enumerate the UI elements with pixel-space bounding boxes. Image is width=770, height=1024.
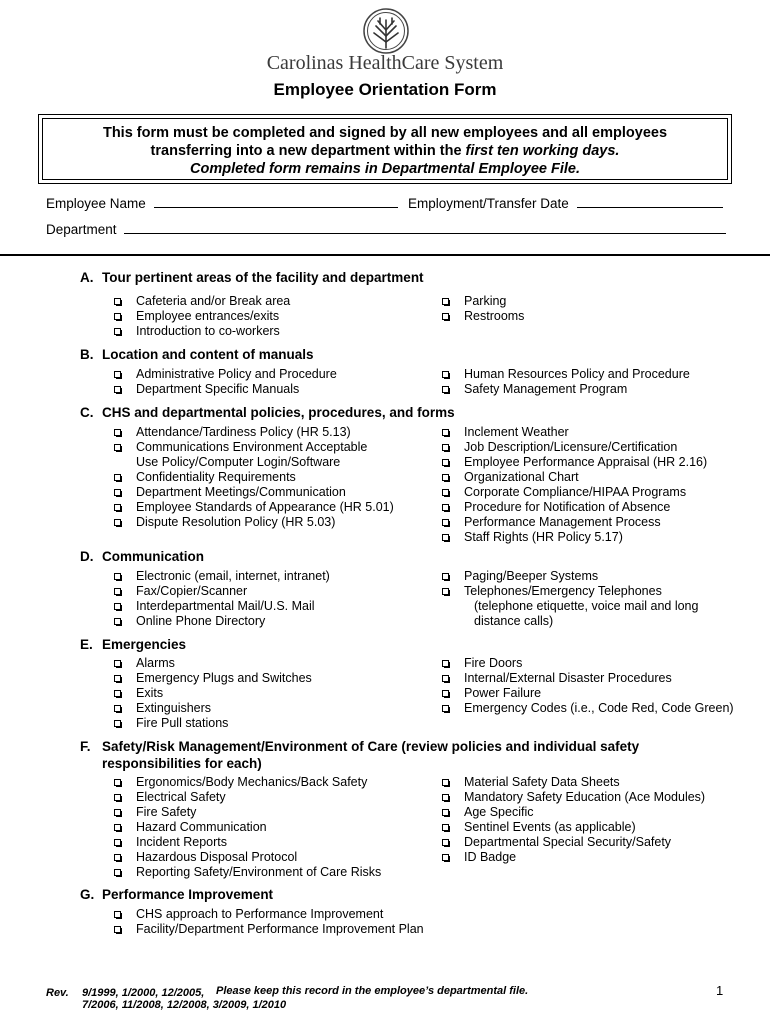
section-a-heading: A. Tour pertinent areas of the facility and department — [80, 270, 424, 285]
checklist-item[interactable]: Confidentiality Requirements — [110, 470, 394, 485]
checklist-item[interactable]: Employee Performance Appraisal (HR 2.16) — [438, 455, 707, 470]
checklist-item[interactable]: Age Specific — [438, 805, 705, 820]
checklist-item[interactable]: Alarms — [110, 656, 312, 671]
section-d-heading: D. Communication — [80, 549, 205, 564]
checklist-item[interactable]: Incident Reports — [110, 835, 381, 850]
checklist-item-continuation: Use Policy/Computer Login/Software — [136, 455, 341, 469]
section-d-left — [110, 569, 330, 629]
checkbox-icon[interactable] — [114, 504, 121, 511]
checklist-item[interactable]: Exits — [110, 686, 312, 701]
revision-label: Rev. — [46, 987, 69, 999]
checklist-item[interactable]: Employee entrances/exits — [110, 309, 290, 324]
checkbox-icon[interactable] — [442, 519, 449, 526]
checkbox-icon[interactable] — [442, 489, 449, 496]
checklist-item[interactable]: Administrative Policy and Procedure — [110, 367, 337, 382]
checkbox-icon[interactable] — [442, 690, 449, 697]
section-b-left — [110, 367, 337, 397]
checkbox-icon[interactable] — [114, 926, 121, 933]
checklist-item[interactable]: Paging/Beeper Systems — [438, 569, 698, 584]
revision-dates-line-2: 7/2006, 11/2008, 12/2008, 3/2009, 1/2010 — [82, 999, 287, 1011]
section-d-right — [438, 569, 698, 629]
section-e-right — [438, 656, 734, 716]
checkbox-icon[interactable] — [442, 386, 449, 393]
checkbox-icon[interactable] — [442, 474, 449, 481]
section-f-right — [438, 775, 705, 865]
notice-line-3: Completed form remains in Departmental Employee File. — [190, 161, 580, 177]
checkbox-icon[interactable] — [114, 869, 121, 876]
checklist-item[interactable]: Safety Management Program — [438, 382, 690, 397]
checklist-item[interactable]: Corporate Compliance/HIPAA Programs — [438, 485, 707, 500]
checklist-item-continuation: (telephone etiquette, voice mail and long — [474, 599, 699, 613]
section-c-right — [438, 425, 707, 545]
checklist-item[interactable]: Inclement Weather — [438, 425, 707, 440]
checklist-item[interactable]: Reporting Safety/Environment of Care Risks — [110, 865, 381, 880]
checkbox-icon[interactable] — [114, 313, 121, 320]
checkbox-icon[interactable] — [442, 660, 449, 667]
checkbox-icon[interactable] — [114, 690, 121, 697]
checklist-item[interactable]: Department Specific Manuals — [110, 382, 337, 397]
footer-note: Please keep this record in the employee’s departmental file. — [216, 985, 529, 997]
section-c-heading: C. CHS and departmental policies, procedures, and forms — [80, 405, 455, 420]
checklist-item-continuation: distance calls) — [474, 614, 554, 628]
checklist-item[interactable]: Human Resources Policy and Procedure — [438, 367, 690, 382]
checkbox-icon[interactable] — [114, 854, 121, 861]
section-f-heading-cont: responsibilities for each) — [102, 756, 262, 771]
checklist-item[interactable]: Fire Pull stations — [110, 716, 312, 731]
checklist-item[interactable]: Organizational Chart — [438, 470, 707, 485]
checklist-item[interactable]: Fire Doors — [438, 656, 734, 671]
checkbox-icon[interactable] — [114, 298, 121, 305]
checkbox-icon[interactable] — [114, 824, 121, 831]
checkbox-icon[interactable] — [114, 779, 121, 786]
notice-line-2: transferring into a new department within the first ten working days. — [150, 143, 620, 159]
department-field[interactable] — [46, 221, 726, 237]
employment-date-field[interactable] — [408, 195, 723, 211]
tree-logo-icon — [362, 6, 410, 56]
checklist-item[interactable]: Restrooms — [438, 309, 524, 324]
checkbox-icon[interactable] — [442, 444, 449, 451]
checkbox-icon[interactable] — [442, 854, 449, 861]
checkbox-icon[interactable] — [442, 429, 449, 436]
checklist-item[interactable]: Staff Rights (HR Policy 5.17) — [438, 530, 707, 545]
checklist-item[interactable]: Fax/Copier/Scanner — [110, 584, 330, 599]
employment-date-line[interactable] — [577, 195, 723, 208]
checkbox-icon[interactable] — [114, 705, 121, 712]
employee-name-line[interactable] — [154, 195, 398, 208]
checklist-item[interactable]: Employee Standards of Appearance (HR 5.01) — [110, 500, 394, 515]
department-line[interactable] — [124, 221, 726, 234]
page-number: 1 — [716, 983, 724, 998]
checkbox-icon[interactable] — [442, 313, 449, 320]
checkbox-icon[interactable] — [442, 504, 449, 511]
checklist-item[interactable]: Job Description/Licensure/Certification — [438, 440, 707, 455]
checklist-item[interactable]: Mandatory Safety Education (Ace Modules) — [438, 790, 705, 805]
employee-name-label: Employee Name — [46, 196, 146, 211]
section-e-heading: E. Emergencies — [80, 637, 187, 652]
checkbox-icon[interactable] — [114, 386, 121, 393]
checklist-item[interactable]: Emergency Plugs and Switches — [110, 671, 312, 686]
checkbox-icon[interactable] — [114, 489, 121, 496]
checklist-item[interactable]: Internal/External Disaster Procedures — [438, 671, 734, 686]
checkbox-icon[interactable] — [114, 603, 121, 610]
checklist-item[interactable]: Extinguishers — [110, 701, 312, 716]
checkbox-icon[interactable] — [114, 618, 121, 625]
checklist-item[interactable]: Fire Safety — [110, 805, 381, 820]
section-b-heading: B. Location and content of manuals — [80, 347, 314, 362]
checkbox-icon[interactable] — [442, 588, 449, 595]
section-f-heading: F. Safety/Risk Management/Environment of Care (review policies and individual safety — [80, 739, 640, 754]
checkbox-icon[interactable] — [114, 675, 121, 682]
checkbox-icon[interactable] — [442, 371, 449, 378]
section-c-left — [110, 425, 394, 530]
checklist-item[interactable]: Departmental Special Security/Safety — [438, 835, 705, 850]
section-a-right — [438, 294, 524, 324]
checkbox-icon[interactable] — [114, 839, 121, 846]
checklist-item[interactable]: Performance Management Process — [438, 515, 707, 530]
checkbox-icon[interactable] — [442, 705, 449, 712]
employee-name-field[interactable] — [46, 195, 398, 211]
checklist-item[interactable]: Ergonomics/Body Mechanics/Back Safety — [110, 775, 381, 790]
checklist-item[interactable]: Introduction to co-workers — [110, 324, 290, 339]
checklist-item[interactable]: Cafeteria and/or Break area — [110, 294, 290, 309]
section-f-left — [110, 775, 381, 880]
section-g-heading: G. Performance Improvement — [80, 887, 274, 902]
checklist-item[interactable]: Communications Environment Acceptable — [110, 440, 394, 455]
checklist-item[interactable]: Dispute Resolution Policy (HR 5.03) — [110, 515, 394, 530]
section-a-left — [110, 294, 290, 339]
checkbox-icon[interactable] — [442, 534, 449, 541]
checkbox-icon[interactable] — [114, 474, 121, 481]
checkbox-icon[interactable] — [114, 444, 121, 451]
checkbox-icon[interactable] — [114, 809, 121, 816]
checklist-item[interactable]: Hazard Communication — [110, 820, 381, 835]
checklist-item[interactable]: Attendance/Tardiness Policy (HR 5.13) — [110, 425, 394, 440]
organization-name: Carolinas HealthCare System — [266, 52, 504, 74]
checkbox-icon[interactable] — [114, 328, 121, 335]
checkbox-icon[interactable] — [442, 809, 449, 816]
checklist-item[interactable]: ID Badge — [438, 850, 705, 865]
checklist-item[interactable]: Procedure for Notification of Absence — [438, 500, 707, 515]
checkbox-icon[interactable] — [442, 824, 449, 831]
checkbox-icon[interactable] — [442, 573, 449, 580]
checklist-item[interactable]: Telephones/Emergency Telephones — [438, 584, 698, 599]
checklist-item[interactable]: Electrical Safety — [110, 790, 381, 805]
checkbox-icon[interactable] — [114, 794, 121, 801]
checklist-item[interactable]: Hazardous Disposal Protocol — [110, 850, 381, 865]
checklist-item[interactable]: Facility/Department Performance Improvement Plan — [110, 922, 424, 937]
checklist-item[interactable]: Online Phone Directory — [110, 614, 330, 629]
form-title: Employee Orientation Form — [273, 80, 497, 99]
checklist-item[interactable]: Emergency Codes (i.e., Code Red, Code Green) — [438, 701, 734, 716]
checklist-item[interactable]: Power Failure — [438, 686, 734, 701]
section-b-right — [438, 367, 690, 397]
checklist-item[interactable]: Material Safety Data Sheets — [438, 775, 705, 790]
notice-box — [38, 114, 732, 184]
section-e-left — [110, 656, 312, 731]
checkbox-icon[interactable] — [442, 794, 449, 801]
divider — [0, 254, 770, 256]
checklist-item[interactable]: Interdepartmental Mail/U.S. Mail — [110, 599, 330, 614]
checkbox-icon[interactable] — [114, 720, 121, 727]
notice-line-1: This form must be completed and signed by all new employees and all employees — [102, 125, 668, 141]
checkbox-icon[interactable] — [114, 519, 121, 526]
checklist-item[interactable]: Department Meetings/Communication — [110, 485, 394, 500]
checkbox-icon[interactable] — [114, 588, 121, 595]
department-label: Department — [46, 222, 117, 237]
checkbox-icon[interactable] — [114, 429, 121, 436]
checkbox-icon[interactable] — [114, 371, 121, 378]
checklist-item[interactable]: Electronic (email, internet, intranet) — [110, 569, 330, 584]
checkbox-icon[interactable] — [442, 839, 449, 846]
checklist-item[interactable]: CHS approach to Performance Improvement — [110, 907, 424, 922]
checkbox-icon[interactable] — [114, 573, 121, 580]
checkbox-icon[interactable] — [442, 298, 449, 305]
checkbox-icon[interactable] — [442, 675, 449, 682]
checkbox-icon[interactable] — [442, 459, 449, 466]
checkbox-icon[interactable] — [114, 660, 121, 667]
revision-dates-line-1: 9/1999, 1/2000, 12/2005, — [82, 987, 205, 999]
checkbox-icon[interactable] — [442, 779, 449, 786]
checklist-item[interactable]: Parking — [438, 294, 524, 309]
checklist-item[interactable]: Sentinel Events (as applicable) — [438, 820, 705, 835]
checkbox-icon[interactable] — [114, 911, 121, 918]
section-g-left — [110, 907, 424, 937]
employment-date-label: Employment/Transfer Date — [408, 196, 569, 211]
